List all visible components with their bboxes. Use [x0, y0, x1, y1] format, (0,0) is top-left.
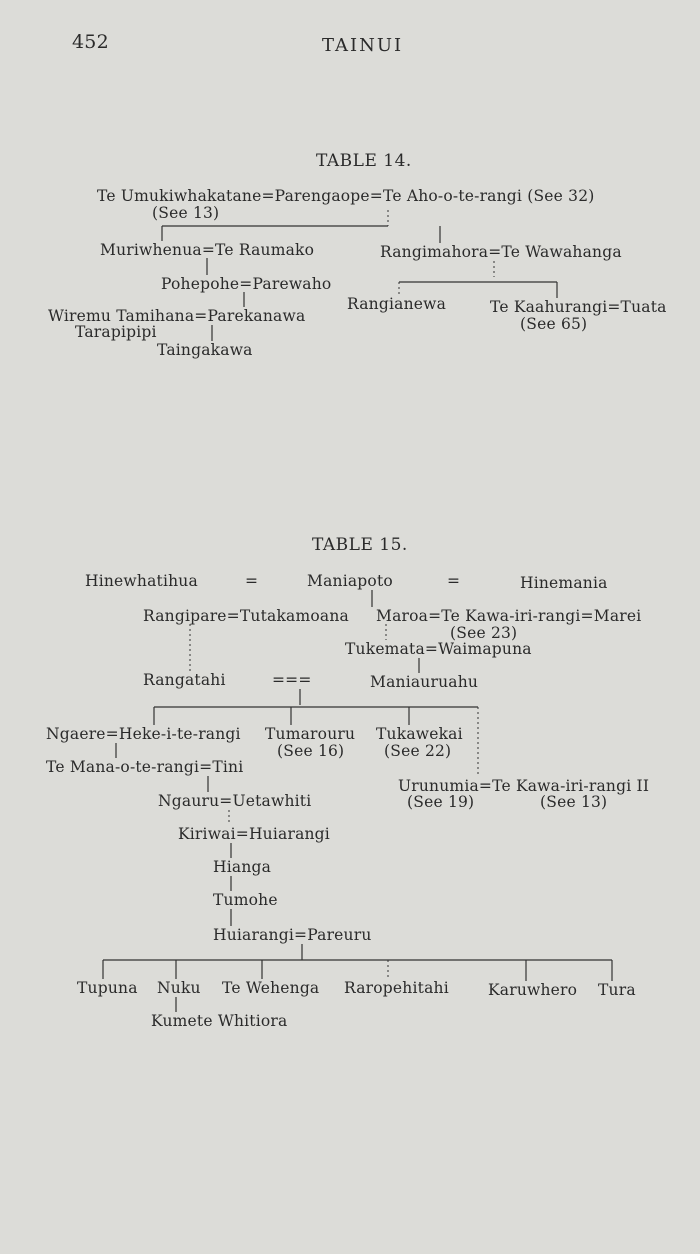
t15-huiarangi: Huiarangi=Pareuru [213, 926, 372, 944]
t15-tukawekai: Tukawekai [376, 725, 463, 743]
t15-tura: Tura [598, 981, 636, 999]
t14-wiremu: Wiremu Tamihana=Parekanawa [48, 307, 306, 325]
t15-tukemata: Tukemata=Waimapuna [345, 640, 532, 658]
t15-maniapoto: Maniapoto [307, 572, 393, 590]
t15-tukawekai-see: (See 22) [384, 742, 452, 760]
table-14-title: TABLE 14. [316, 151, 412, 171]
t15-tewehenga: Te Wehenga [222, 979, 320, 997]
t14-taingakawa: Taingakawa [157, 341, 253, 359]
t15-urunumia: Urunumia=Te Kawa-iri-rangi II [398, 777, 650, 795]
t14-rangianewa: Rangianewa [347, 295, 447, 313]
t15-rangatahi: Rangatahi [143, 671, 226, 689]
t15-tumohe: Tumohe [213, 891, 278, 909]
t14-pohepohe: Pohepohe=Parewaho [161, 275, 332, 293]
t15-raropehitahi: Raropehitahi [344, 979, 449, 997]
t14-muriwhenua: Muriwhenua=Te Raumako [100, 241, 315, 259]
t14-tarapipipi: Tarapipipi [75, 323, 157, 341]
t15-hianga: Hianga [213, 858, 272, 876]
t15-maroa: Maroa=Te Kawa-iri-rangi=Marei [376, 607, 642, 625]
t15-temana: Te Mana-o-te-rangi=Tini [46, 758, 244, 776]
t15-rangipare: Rangipare=Tutakamoana [143, 607, 349, 625]
t15-urunumia-see: (See 19) [407, 793, 475, 811]
t15-nuku: Nuku [157, 979, 201, 997]
t15-karuwhero: Karuwhero [488, 981, 578, 999]
t15-kiriwai: Kiriwai=Huiarangi [178, 825, 330, 843]
t14-row1: Te Umukiwhakatane=Parengaope=Te Aho-o-te-rangi (See 32) [97, 187, 595, 205]
t15-ngauru: Ngauru=Uetawhiti [158, 792, 312, 810]
t15-maniauruahu: Maniauruahu [370, 673, 479, 691]
t15-hinewhatihua: Hinewhatihua [85, 572, 198, 590]
t15-eq2: = [447, 572, 461, 590]
t15-tumarouru-see: (See 16) [277, 742, 345, 760]
t15-kawa2-see: (See 13) [540, 793, 608, 811]
running-title: TAINUI [322, 35, 404, 56]
t15-tupuna: Tupuna [77, 979, 138, 997]
t14-rangimahora: Rangimahora=Te Wawahanga [380, 243, 622, 261]
t15-ngaere: Ngaere=Heke-i-te-rangi [46, 725, 241, 743]
t15-eq1: = [245, 572, 259, 590]
t14-kaahurangi-see: (See 65) [520, 315, 588, 333]
t14-kaahurangi: Te Kaahurangi=Tuata [490, 298, 667, 316]
t15-tumarouru: Tumarouru [265, 725, 356, 743]
t15-maroa-see: (See 23) [450, 624, 518, 642]
table-15-title: TABLE 15. [312, 535, 408, 555]
t15-eq3: === [272, 671, 312, 689]
t14-row1-see: (See 13) [152, 204, 220, 222]
page-number: 452 [72, 31, 109, 53]
t15-hinemania: Hinemania [520, 574, 608, 592]
t15-kumete: Kumete Whitiora [151, 1012, 288, 1030]
